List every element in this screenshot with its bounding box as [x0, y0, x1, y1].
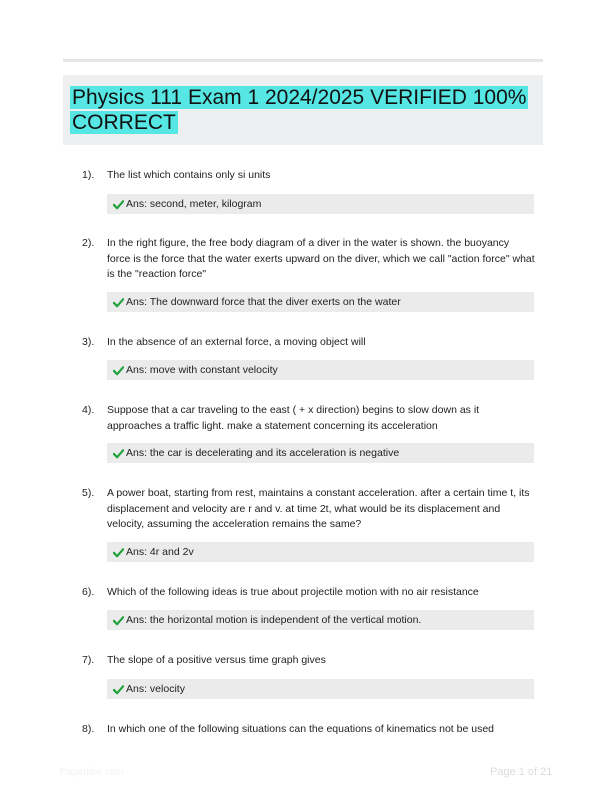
check-icon — [113, 684, 124, 695]
top-divider — [63, 59, 543, 62]
question-text: The list which contains only si units — [107, 169, 271, 181]
check-icon — [113, 547, 124, 558]
question-number: 8). — [82, 723, 95, 735]
answer-text: Ans: The downward force that the diver exerts on the water — [126, 296, 401, 308]
answer-text: Ans: velocity — [126, 683, 185, 695]
question-text: Which of the following ideas is true about projectile motion with no air resistance — [107, 586, 479, 598]
question-number: 7). — [82, 654, 95, 666]
question-text: In the right figure, the free body diagram of a diver in the water is shown. the buoyancy force is the force that the water exerts upward on the diver, which we call "action force" what is the "reaction force" — [107, 237, 535, 280]
answer-box — [107, 360, 534, 380]
question-text: In the absence of an external force, a moving object will — [107, 336, 366, 348]
question-number: 5). — [82, 487, 95, 499]
question-number: 4). — [82, 404, 95, 416]
question-number: 1). — [82, 169, 95, 181]
answer-text: Ans: second, meter, kilogram — [126, 198, 262, 210]
check-icon — [113, 365, 124, 376]
answer-box — [107, 610, 534, 630]
check-icon — [113, 448, 124, 459]
answer-box — [107, 292, 534, 312]
answer-text: Ans: move with constant velocity — [126, 364, 278, 376]
answer-box — [107, 542, 534, 562]
answer-box — [107, 194, 534, 214]
footer-watermark: Paperlibe.com — [60, 767, 124, 778]
question-number: 2). — [82, 237, 95, 249]
check-icon — [113, 199, 124, 210]
question-number: 6). — [82, 586, 95, 598]
question-text: The slope of a positive versus time graph gives — [107, 654, 326, 666]
question-text: A power boat, starting from rest, maintains a constant acceleration. after a certain time t, its displacement and velocity are r and v. at time 2t, what would be its displacement and velocity, assuming the acceleration remains the same? — [107, 487, 530, 530]
answer-text: Ans: 4r and 2v — [126, 546, 194, 558]
check-icon — [113, 297, 124, 308]
check-icon — [113, 615, 124, 626]
answer-text: Ans: the car is decelerating and its acceleration is negative — [126, 447, 400, 459]
answer-text: Ans: the horizontal motion is independent of the vertical motion. — [126, 614, 422, 626]
question-number: 3). — [82, 336, 95, 348]
question-text: Suppose that a car traveling to the east ( + x direction) begins to slow down as it approaches a traffic light. make a statement concerning its acceleration — [107, 404, 480, 432]
page-number: Page 1 of 21 — [490, 766, 553, 778]
answer-box — [107, 443, 534, 463]
question-text: In which one of the following situations can the equations of kinematics not be used — [107, 723, 494, 735]
page-title — [70, 86, 540, 135]
page-title-text: Physics 111 Exam 1 2024/2025 VERIFIED 100% CORRECT — [72, 86, 527, 134]
answer-box — [107, 679, 534, 699]
